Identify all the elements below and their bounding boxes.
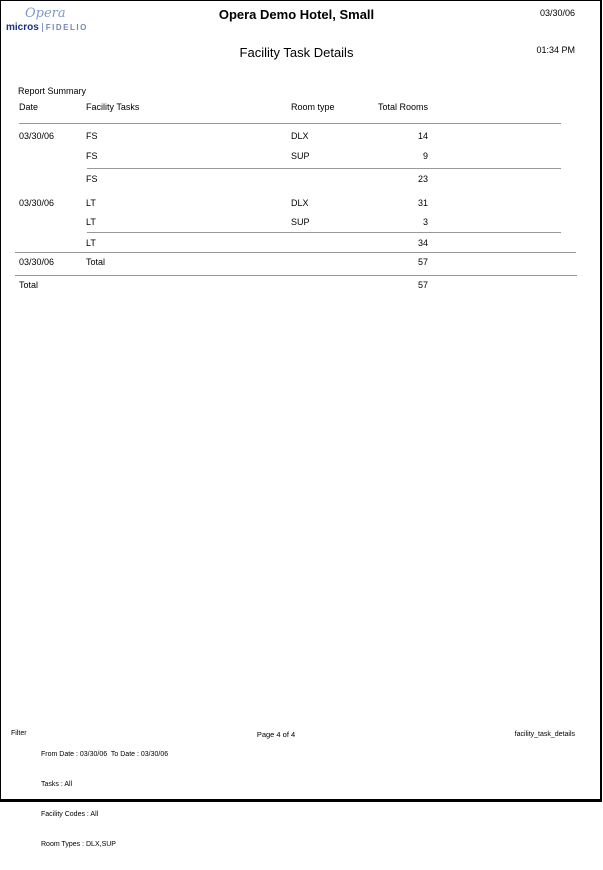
table-grand-total-row: [1, 280, 603, 291]
cell-total: 14: [417, 131, 428, 141]
fidelio-logo-text: FIDELIO: [45, 23, 88, 32]
cell-total: 9: [422, 151, 428, 161]
cell-date: 03/30/06: [19, 257, 55, 267]
page-title: Facility Task Details: [239, 45, 354, 60]
logo-divider: [42, 23, 43, 32]
micros-logo-text: micros: [6, 22, 39, 33]
cell-task: FS: [86, 151, 98, 161]
micros-fidelio-logo: [6, 22, 88, 33]
cell-task: Total: [86, 257, 106, 267]
column-header-room: Room type: [291, 102, 335, 112]
table-row: [1, 198, 603, 209]
cell-room: SUP: [291, 217, 310, 227]
cell-total: 34: [417, 238, 428, 248]
filter-facility-codes: Facility Codes : All: [41, 811, 99, 818]
report-filename: facility_task_details: [514, 731, 575, 738]
column-header-task: Facility Tasks: [86, 102, 140, 112]
table-row: [1, 151, 603, 162]
opera-logo: Opera: [25, 6, 66, 21]
total-divider: [15, 252, 576, 253]
cell-task: FS: [86, 174, 98, 184]
cell-total: 57: [417, 257, 428, 267]
subtotal-divider: [87, 232, 561, 233]
column-header-total: Total Rooms: [377, 102, 428, 112]
subtotal-divider: [87, 168, 561, 169]
cell-date: 03/30/06: [19, 198, 55, 208]
hotel-name: Opera Demo Hotel, Small: [218, 7, 375, 22]
grand-total-divider: [15, 275, 577, 276]
table-subtotal-row: [1, 238, 603, 249]
table-row: [1, 131, 603, 142]
cell-task: LT: [86, 238, 96, 248]
table-date-total-row: [1, 257, 603, 268]
cell-total: 23: [417, 174, 428, 184]
report-date: 03/30/06: [539, 8, 575, 18]
report-time: 01:34 PM: [536, 45, 575, 55]
table-row: [1, 217, 603, 228]
filter-label: Filter: [11, 730, 27, 737]
cell-room: DLX: [291, 198, 309, 208]
cell-total: 57: [417, 280, 428, 290]
column-header-date: Date: [19, 102, 39, 112]
cell-task: LT: [86, 198, 96, 208]
table-subtotal-row: [1, 174, 603, 185]
cell-task: FS: [86, 131, 98, 141]
cell-total: 3: [422, 217, 428, 227]
table-header-row: [1, 102, 603, 113]
filter-tasks: Tasks : All: [41, 781, 73, 788]
cell-room: SUP: [291, 151, 310, 161]
cell-date: Total: [19, 280, 39, 290]
cell-task: LT: [86, 217, 96, 227]
cell-room: DLX: [291, 131, 309, 141]
filter-date-range: From Date : 03/30/06 To Date : 03/30/06: [41, 751, 169, 758]
page-number: Page 4 of 4: [256, 730, 296, 739]
cell-date: 03/30/06: [19, 131, 55, 141]
header-divider: [19, 123, 561, 124]
cell-total: 31: [417, 198, 428, 208]
filter-room-types: Room Types : DLX,SUP: [41, 841, 116, 848]
filter-details: [41, 730, 168, 870]
report-summary-label: Report Summary: [18, 86, 87, 96]
